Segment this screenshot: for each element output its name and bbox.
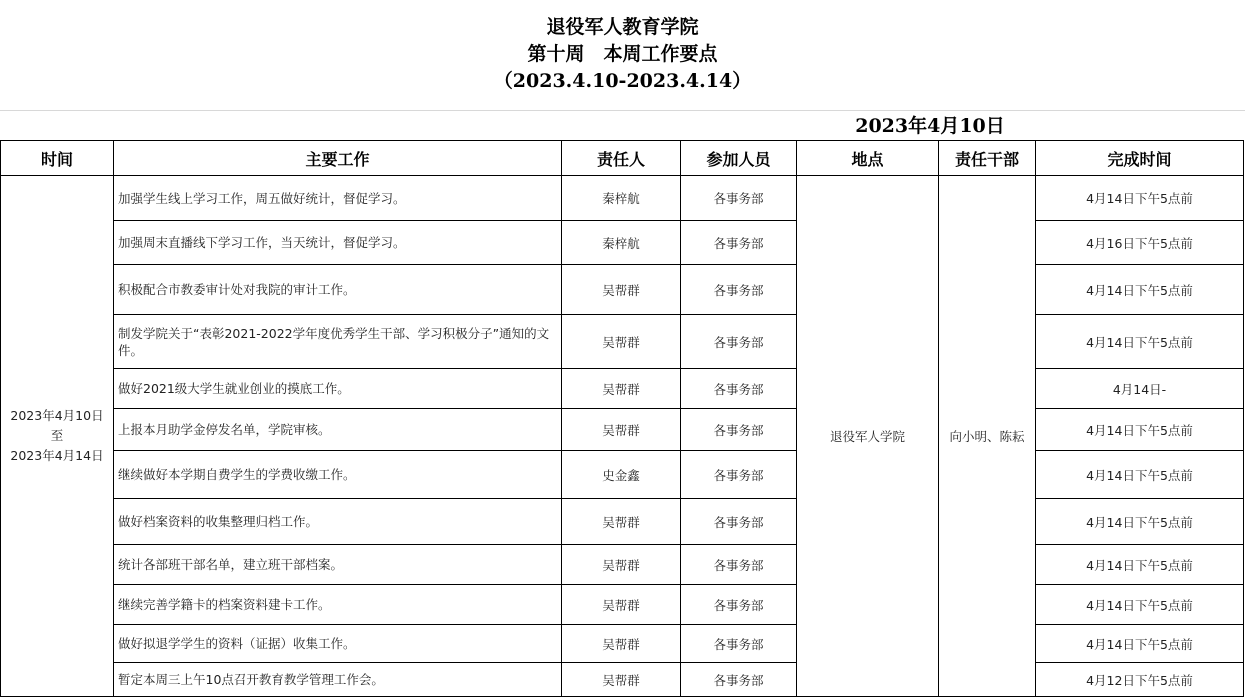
task-cell: 做好2021级大学生就业创业的摸底工作。 <box>114 369 562 409</box>
deadline-cell: 4月12日下午5点前 <box>1036 663 1244 697</box>
col-cadre: 责任干部 <box>939 141 1036 176</box>
owner-cell: 吴帮群 <box>562 585 681 625</box>
participants-cell: 各事务部 <box>681 545 797 585</box>
table-row <box>1 545 1244 585</box>
deadline-cell: 4月14日下午5点前 <box>1036 315 1244 369</box>
participants-cell: 各事务部 <box>681 221 797 265</box>
table-row <box>1 499 1244 545</box>
location-cell: 退役军人学院 <box>797 176 939 697</box>
owner-cell: 吴帮群 <box>562 545 681 585</box>
deadline-cell: 4月14日- <box>1036 369 1244 409</box>
deadline-cell: 4月14日下午5点前 <box>1036 499 1244 545</box>
participants-cell: 各事务部 <box>681 625 797 663</box>
time-end: 2023年4月14日 <box>10 448 104 463</box>
table-row <box>1 409 1244 451</box>
participants-cell: 各事务部 <box>681 451 797 499</box>
table-row <box>1 663 1244 697</box>
owner-cell: 史金鑫 <box>562 451 681 499</box>
deadline-cell: 4月16日下午5点前 <box>1036 221 1244 265</box>
table-row <box>1 221 1244 265</box>
deadline-cell: 4月14日下午5点前 <box>1036 409 1244 451</box>
document-header <box>0 0 1245 111</box>
table-row <box>1 315 1244 369</box>
col-owner: 责任人 <box>562 141 681 176</box>
table-row <box>1 369 1244 409</box>
time-start: 2023年4月10日 <box>10 408 104 423</box>
cadre-cell: 向小明、陈耘 <box>939 176 1036 697</box>
deadline-cell: 4月14日下午5点前 <box>1036 176 1244 221</box>
task-cell: 加强学生线上学习工作，周五做好统计，督促学习。 <box>114 176 562 221</box>
col-task: 主要工作 <box>114 141 562 176</box>
col-location: 地点 <box>797 141 939 176</box>
task-cell: 上报本月助学金停发名单，学院审核。 <box>114 409 562 451</box>
deadline-cell: 4月14日下午5点前 <box>1036 265 1244 315</box>
participants-cell: 各事务部 <box>681 265 797 315</box>
owner-cell: 吴帮群 <box>562 265 681 315</box>
date-label: 2023年4月10日 <box>855 115 1005 137</box>
owner-cell: 秦梓航 <box>562 221 681 265</box>
task-cell: 制发学院关于“表彰2021-2022学年度优秀学生干部、学习积极分子”通知的文件。 <box>114 315 562 369</box>
participants-cell: 各事务部 <box>681 499 797 545</box>
header-row <box>1 141 1244 176</box>
table-row <box>1 625 1244 663</box>
time-cell <box>1 176 114 697</box>
task-cell: 统计各部班干部名单，建立班干部档案。 <box>114 545 562 585</box>
deadline-cell: 4月14日下午5点前 <box>1036 625 1244 663</box>
table-row <box>1 176 1244 221</box>
participants-cell: 各事务部 <box>681 663 797 697</box>
owner-cell: 吴帮群 <box>562 663 681 697</box>
participants-cell: 各事务部 <box>681 315 797 369</box>
col-deadline: 完成时间 <box>1036 141 1244 176</box>
time-sep: 至 <box>50 428 64 443</box>
table-row <box>1 585 1244 625</box>
task-cell: 做好档案资料的收集整理归档工作。 <box>114 499 562 545</box>
participants-cell: 各事务部 <box>681 369 797 409</box>
deadline-cell: 4月14日下午5点前 <box>1036 585 1244 625</box>
date-range-title: （2023.4.10-2023.4.14） <box>493 70 752 92</box>
participants-cell: 各事务部 <box>681 409 797 451</box>
table-row <box>1 451 1244 499</box>
week-title: 第十周 本周工作要点 <box>527 43 718 65</box>
deadline-cell: 4月14日下午5点前 <box>1036 545 1244 585</box>
task-cell: 加强周末直播线下学习工作，当天统计，督促学习。 <box>114 221 562 265</box>
table-body <box>1 176 1244 697</box>
col-time: 时间 <box>1 141 114 176</box>
deadline-cell: 4月14日下午5点前 <box>1036 451 1244 499</box>
participants-cell: 各事务部 <box>681 585 797 625</box>
task-cell: 继续完善学籍卡的档案资料建卡工作。 <box>114 585 562 625</box>
owner-cell: 吴帮群 <box>562 369 681 409</box>
task-cell: 积极配合市教委审计处对我院的审计工作。 <box>114 265 562 315</box>
owner-cell: 吴帮群 <box>562 499 681 545</box>
institution-title: 退役军人教育学院 <box>546 16 699 38</box>
owner-cell: 秦梓航 <box>562 176 681 221</box>
task-cell: 暂定本周三上午10点召开教育教学管理工作会。 <box>114 663 562 697</box>
task-cell: 做好拟退学学生的资料（证据）收集工作。 <box>114 625 562 663</box>
table-row <box>1 265 1244 315</box>
participants-cell: 各事务部 <box>681 176 797 221</box>
schedule-table <box>0 140 1244 697</box>
owner-cell: 吴帮群 <box>562 409 681 451</box>
owner-cell: 吴帮群 <box>562 625 681 663</box>
task-cell: 继续做好本学期自费学生的学费收缴工作。 <box>114 451 562 499</box>
col-participants: 参加人员 <box>681 141 797 176</box>
owner-cell: 吴帮群 <box>562 315 681 369</box>
